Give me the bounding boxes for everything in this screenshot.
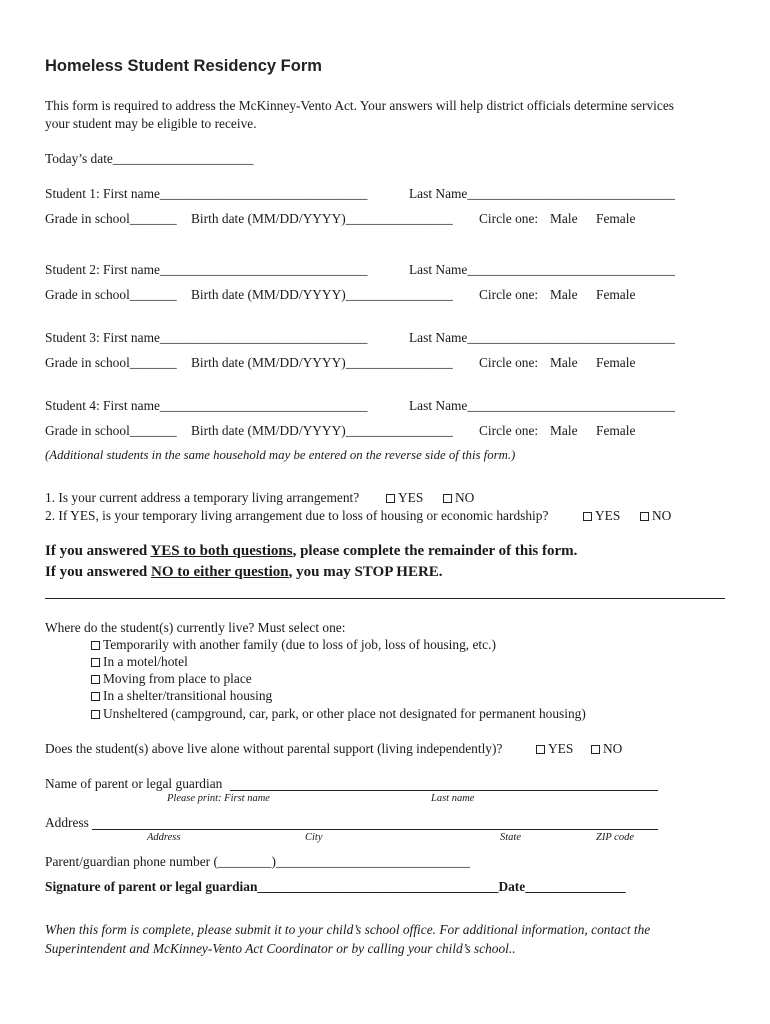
student-4-last-name-field[interactable]: Last Name_______________________________ <box>409 398 675 413</box>
student-3-female-option[interactable]: Female <box>596 355 636 370</box>
instruction-1-text-end: , please complete the remainder of this form. <box>292 543 578 559</box>
q1-no-option[interactable] <box>443 490 474 506</box>
checkbox-icon <box>91 658 100 667</box>
student-2-last-name-field[interactable]: Last Name_______________________________ <box>409 262 675 277</box>
zip-caption: ZIP code <box>596 832 635 843</box>
student-2-female-option[interactable]: Female <box>596 287 636 302</box>
q2-no-option[interactable] <box>640 508 671 524</box>
checkbox-icon <box>583 512 592 521</box>
alone-no-label: NO <box>603 741 623 756</box>
student-4-female-option[interactable]: Female <box>596 423 636 438</box>
checkbox-icon <box>91 675 100 684</box>
question-1: 1. Is your current address a temporary living arrangement? <box>45 490 360 505</box>
student-3-grade-field[interactable]: Grade in school_______ <box>45 355 177 370</box>
q2-yes-option[interactable] <box>583 508 620 524</box>
living-option-unsheltered[interactable] <box>91 706 586 722</box>
checkbox-icon <box>591 745 600 754</box>
q1-no-label: NO <box>455 490 475 505</box>
last-name-caption: Last name <box>431 793 475 804</box>
signature-row <box>45 879 626 895</box>
instruction-2-emphasis: NO to either question <box>150 564 289 580</box>
living-option-moving[interactable] <box>91 671 252 687</box>
instruction-line-2 <box>45 564 443 581</box>
instruction-2-text: If you answered <box>45 564 151 580</box>
date-field[interactable]: _______________ <box>525 879 626 894</box>
city-caption: City <box>305 832 323 843</box>
checkbox-icon <box>91 692 100 701</box>
q1-yes-option[interactable] <box>386 490 423 506</box>
checkbox-icon <box>443 494 452 503</box>
student-1-first-name-field[interactable]: Student 1: First name_______________________________ <box>45 186 368 201</box>
guardian-name-line[interactable] <box>230 790 658 791</box>
signature-label: Signature of parent or legal guardian <box>45 879 258 894</box>
living-option-temporary[interactable] <box>91 637 496 653</box>
student-4-circle-label: Circle one: <box>479 423 539 438</box>
address-line[interactable] <box>92 829 658 830</box>
address-caption: Address <box>147 832 181 843</box>
footer-line-2: Superintendent and McKinney-Vento Act Coordinator or by calling your child’s school.. <box>45 941 516 956</box>
checkbox-icon <box>386 494 395 503</box>
student-2-birth-date-field[interactable]: Birth date (MM/DD/YYYY)________________ <box>191 287 453 302</box>
alone-yes-label: YES <box>548 741 574 756</box>
student-4-grade-field[interactable]: Grade in school_______ <box>45 423 177 438</box>
student-2-grade-field[interactable]: Grade in school_______ <box>45 287 177 302</box>
form-title: Homeless Student Residency Form <box>45 57 322 75</box>
intro-line-2: your student may be eligible to receive. <box>45 116 257 131</box>
student-2-first-name-field[interactable]: Student 2: First name_______________________________ <box>45 262 368 277</box>
checkbox-icon <box>91 710 100 719</box>
living-option-label: Temporarily with another family (due to loss of job, loss of housing, etc.) <box>103 637 496 652</box>
phone-field[interactable]: Parent/guardian phone number (________)_____________________________ <box>45 854 471 869</box>
living-option-label: Unsheltered (campground, car, park, or other place not designated for permanent housing) <box>103 706 586 721</box>
instruction-line-1 <box>45 543 577 560</box>
checkbox-icon <box>640 512 649 521</box>
living-option-shelter[interactable] <box>91 688 272 704</box>
additional-students-note: (Additional students in the same household may be entered on the reverse side of this form.) <box>45 448 516 462</box>
living-alone-question: Does the student(s) above live alone without parental support (living independently)? <box>45 741 503 756</box>
student-1-circle-label: Circle one: <box>479 211 539 226</box>
instruction-1-emphasis: YES to both questions <box>150 543 293 559</box>
student-1-male-option[interactable]: Male <box>550 211 578 226</box>
student-2-male-option[interactable]: Male <box>550 287 578 302</box>
checkbox-icon <box>536 745 545 754</box>
student-1-female-option[interactable]: Female <box>596 211 636 226</box>
student-3-birth-date-field[interactable]: Birth date (MM/DD/YYYY)________________ <box>191 355 453 370</box>
q2-no-label: NO <box>652 508 672 523</box>
state-caption: State <box>500 832 521 843</box>
living-option-label: In a motel/hotel <box>103 654 188 669</box>
checkbox-icon <box>91 641 100 650</box>
student-2-circle-label: Circle one: <box>479 287 539 302</box>
address-label: Address <box>45 815 89 830</box>
student-3-male-option[interactable]: Male <box>550 355 578 370</box>
intro-line-1: This form is required to address the McKinney-Vento Act. Your answers will help district officials determine services <box>45 98 674 113</box>
section-divider <box>45 598 725 599</box>
guardian-name-label: Name of parent or legal guardian <box>45 776 223 791</box>
footer-line-1: When this form is complete, please submit it to your child’s school office. For additional information, contact the <box>45 922 651 937</box>
student-4-first-name-field[interactable]: Student 4: First name_______________________________ <box>45 398 368 413</box>
alone-no-option[interactable] <box>591 741 622 757</box>
please-print-first-name: Please print: First name <box>167 793 270 804</box>
student-3-first-name-field[interactable]: Student 3: First name_______________________________ <box>45 330 368 345</box>
alone-yes-option[interactable] <box>536 741 573 757</box>
q2-yes-label: YES <box>595 508 621 523</box>
living-option-label: Moving from place to place <box>103 671 252 686</box>
living-option-motel[interactable] <box>91 654 188 670</box>
student-3-circle-label: Circle one: <box>479 355 539 370</box>
student-4-birth-date-field[interactable]: Birth date (MM/DD/YYYY)________________ <box>191 423 453 438</box>
q1-yes-label: YES <box>398 490 424 505</box>
date-label: Date <box>498 879 526 894</box>
signature-field[interactable]: ____________________________________ <box>257 879 499 894</box>
instruction-1-text: If you answered <box>45 543 151 559</box>
todays-date-field[interactable]: Today’s date_____________________ <box>45 151 254 166</box>
student-1-birth-date-field[interactable]: Birth date (MM/DD/YYYY)________________ <box>191 211 453 226</box>
instruction-2-text-end: , you may STOP HERE. <box>288 564 443 580</box>
student-4-male-option[interactable]: Male <box>550 423 578 438</box>
student-1-last-name-field[interactable]: Last Name_______________________________ <box>409 186 675 201</box>
living-option-label: In a shelter/transitional housing <box>103 688 273 703</box>
living-question: Where do the student(s) currently live? Must select one: <box>45 620 346 635</box>
question-2: 2. If YES, is your temporary living arrangement due to loss of housing or economic hardship? <box>45 508 549 523</box>
student-1-grade-field[interactable]: Grade in school_______ <box>45 211 177 226</box>
student-3-last-name-field[interactable]: Last Name_______________________________ <box>409 330 675 345</box>
